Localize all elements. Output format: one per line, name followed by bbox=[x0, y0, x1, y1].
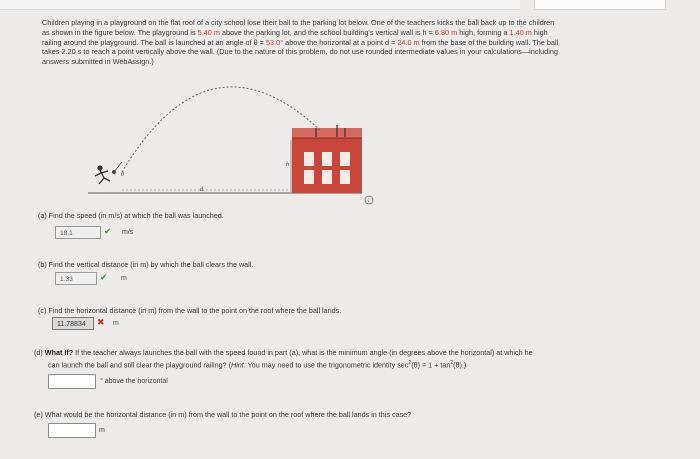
window-4 bbox=[304, 170, 314, 184]
intro-line-2: as shown in the figure below. The playground is 5.40 m above the parking lot, and the school building's vertical wall is h = 6.80 m high, forming a 1.40 m high bbox=[42, 27, 548, 37]
wall-height-value: 6.80 m bbox=[434, 27, 458, 37]
theta-label: θ bbox=[121, 172, 124, 178]
part-e-question: (e) What would be the horizontal distance (in m) from the wall to the point on the roof where the ball lands in this case? bbox=[34, 410, 412, 419]
angle-value: 53.0° bbox=[266, 37, 284, 47]
railing bbox=[292, 128, 362, 138]
part-d-unit: ° above the horizontal bbox=[100, 378, 168, 385]
projectile-figure bbox=[0, 0, 700, 210]
correct-check-icon: ✔ bbox=[104, 226, 112, 236]
intro-line-5: answers submitted in WebAssign.) bbox=[42, 57, 154, 67]
part-c-answer-field[interactable]: 11.78834 bbox=[52, 317, 94, 330]
part-d-question: (d) What If? If the teacher always launches the ball with the speed found in part (a), what is the minimum angle (in degrees above the horizontal) at which he can launch the ball and still clear the playground railing? (Hint: You may need to use the trigonometric identity $\sec^2(\theta) = 1 + \tan^2(\theta)$.) bbox=[34, 348, 533, 370]
d-label: d bbox=[200, 187, 203, 193]
intro-line-4: takes 2.20 s to reach a point vertically above the wall. (Due to the nature of this problem, do not use rounded intermediate values in your calculations—including bbox=[42, 47, 558, 57]
h-label: h bbox=[286, 162, 289, 168]
what-if-label: What If? bbox=[44, 348, 74, 357]
distance-value: 24.0 m bbox=[397, 37, 420, 47]
window-5 bbox=[322, 170, 332, 184]
part-a-answer-field[interactable]: 18.1 bbox=[55, 226, 101, 239]
part-c-question: (c) Find the horizontal distance (in m) from the wall to the point on the roof where the ball lands. bbox=[38, 306, 342, 315]
playground-height-value: 5.40 m bbox=[197, 27, 220, 37]
part-a-question: (a) Find the speed (in m/s) at which the ball was launched. bbox=[38, 211, 224, 220]
window-2 bbox=[322, 152, 332, 166]
part-b-answer-field[interactable]: 1.33 bbox=[55, 272, 97, 285]
incorrect-x-icon: ✖ bbox=[97, 317, 105, 327]
window-1 bbox=[304, 152, 314, 166]
intro-line-3: railing around the playground. The ball is launched at an angle of θ = 53.0° above the horizontal at a point d = 24.0 m from the base of the building wall. The ball bbox=[42, 37, 559, 47]
part-e-answer-field[interactable] bbox=[48, 423, 96, 438]
part-b-question: (b) Find the vertical distance (in m) by which the ball clears the wall. bbox=[38, 260, 254, 269]
intro-line-1: Children playing in a playground on the flat roof of a city school lose their ball to the parking lot below. One of the teachers kicks the ball back up to the children bbox=[42, 18, 555, 27]
part-a-unit: m/s bbox=[122, 229, 134, 236]
teacher-figure bbox=[95, 166, 110, 184]
part-d-answer-field[interactable] bbox=[48, 374, 96, 389]
railing-height-value: 1.40 m bbox=[509, 27, 532, 37]
correct-check-icon: ✔ bbox=[100, 272, 108, 282]
info-icon-glyph: i bbox=[367, 199, 370, 204]
part-c-unit: m bbox=[113, 320, 119, 327]
window-3 bbox=[340, 152, 350, 166]
part-b-unit: m bbox=[121, 275, 127, 282]
part-e-unit: m bbox=[99, 427, 105, 434]
launch-direction bbox=[114, 162, 122, 172]
window-6 bbox=[340, 170, 350, 184]
